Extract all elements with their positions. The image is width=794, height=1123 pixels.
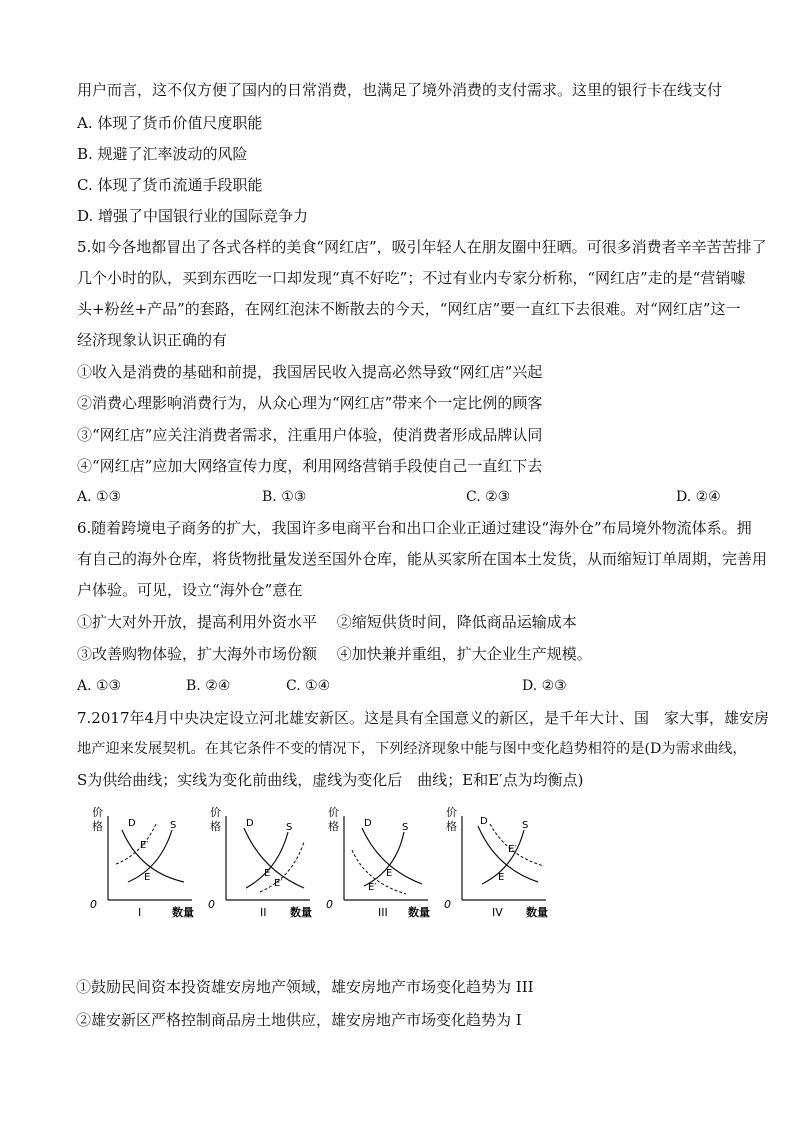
axis-x-label: 数量 xyxy=(290,906,312,919)
q5-stem: 几个小时的队，买到东西吃一口却发现“真不好吃”；不过有业内专家分析称，“网红店”走的是“营销噱 xyxy=(77,269,746,287)
axis-x-label: 数量 xyxy=(408,906,430,919)
graph-number: III xyxy=(378,906,388,919)
q6-stem: 有自己的海外仓库，将货物批量发送至国外仓库，能从买家所在国本土发货，从而缩短订单周期，完善用 xyxy=(77,550,768,568)
shifted-curve xyxy=(490,824,544,866)
axis-y-label-top: 价 xyxy=(92,806,103,819)
axis-y-label-bottom: 格 xyxy=(92,820,103,833)
axis-y-label-top: 价 xyxy=(328,806,339,819)
q7-stem: 地产迎来发展契机。在其它条件不变的情况下，下列经济现象中能与图中变化趋势相符的是(D为需求曲线， xyxy=(77,741,747,757)
q6-choice-a: A. ①③ xyxy=(77,678,122,694)
origin-label: 0 xyxy=(208,898,215,911)
demand-label: D xyxy=(128,818,136,829)
supply-label: S xyxy=(286,822,293,833)
axis-y-label-bottom: 格 xyxy=(210,820,221,833)
axis-y-label-top: 价 xyxy=(210,806,221,819)
demand-label: D xyxy=(480,816,488,827)
supply-demand-graph-i xyxy=(88,802,218,922)
q6-statements-3-4: ③改善购物体验，扩大海外市场份额 ④加快兼并重组，扩大企业生产规模。 xyxy=(77,645,592,663)
q6-stem: 6.随着跨境电子商务的扩大，我国许多电商平台和出口企业正通过建设“海外仓”布局境外物流体系。拥 xyxy=(77,519,752,537)
axis-x-label: 数量 xyxy=(526,906,548,919)
q4-option-d: D. 增强了中国银行业的国际竞争力 xyxy=(77,207,309,225)
q4-option-b: B. 规避了汇率波动的风险 xyxy=(77,145,248,163)
graph-number: I xyxy=(138,906,142,919)
q5-choice-a: A. ①③ xyxy=(77,489,122,505)
q6-choice-d: D. ②③ xyxy=(522,678,567,694)
demand-label: D xyxy=(364,818,372,829)
equilibrium-prime-label: E′ xyxy=(140,840,149,851)
equilibrium-prime-label: E′ xyxy=(368,882,377,893)
q5-statement-3: ③“网红店”应关注消费者需求，注重用户体验，使消费者形成品牌认同 xyxy=(77,426,543,444)
q5-statement-1: ①收入是消费的基础和前提，我国居民收入提高必然导致“网红店”兴起 xyxy=(77,363,543,381)
q5-statement-2: ②消费心理影响消费行为，从众心理为“网红店”带来个一定比例的顾客 xyxy=(77,394,543,412)
q4-option-a: A. 体现了货币价值尺度职能 xyxy=(77,114,263,132)
q5-stem: 头+粉丝+产品”的套路，在网红泡沫不断散去的今天，“网红店”要一直红下去很难。对“网红店”这一 xyxy=(77,300,741,318)
q5-choice-c: C. ②③ xyxy=(466,489,511,505)
q5-choice-d: D. ②④ xyxy=(676,489,721,505)
supply-demand-graph-iv xyxy=(442,802,572,922)
q6-choice-b: B. ②④ xyxy=(186,678,231,694)
q5-choice-b: B. ①③ xyxy=(262,489,307,505)
graph-ii xyxy=(206,802,336,922)
q7-stem: 7.2017年4月中央决定设立河北雄安新区。这是具有全国意义的新区，是千年大计、国 家大事，雄安房 xyxy=(77,709,770,727)
graph-number: II xyxy=(260,906,267,919)
q7-statement-1: ①鼓励民间资本投资雄安房地产领域，雄安房地产市场变化趋势为 III xyxy=(76,978,534,996)
supply-label: S xyxy=(170,820,177,831)
graph-iv xyxy=(442,802,572,922)
q4-option-c: C. 体现了货币流通手段职能 xyxy=(77,176,263,194)
q5-stem: 经济现象认识正确的有 xyxy=(77,331,228,349)
supply-label: S xyxy=(522,820,529,831)
q7-stem: S为供给曲线；实线为变化前曲线，虚线为变化后 曲线；E和E′点为均衡点) xyxy=(77,771,584,789)
supply-demand-graph-iii xyxy=(324,802,454,922)
supply-label: S xyxy=(402,822,409,833)
axis-x-label: 数量 xyxy=(172,906,194,919)
equilibrium-prime-label: E′ xyxy=(274,878,283,889)
axis-y-label-bottom: 格 xyxy=(328,820,339,833)
graph-iii xyxy=(324,802,454,922)
graph-i xyxy=(88,802,218,922)
graph-number: IV xyxy=(492,906,503,919)
demand-label: D xyxy=(246,818,254,829)
axis-y-label-top: 价 xyxy=(446,806,457,819)
equilibrium-label: E xyxy=(264,868,271,879)
q6-stem: 户体验。可见，设立“海外仓”意在 xyxy=(77,581,303,599)
q6-choice-c: C. ①④ xyxy=(286,678,331,694)
supply-curve xyxy=(364,832,404,886)
equilibrium-label: E xyxy=(144,872,151,883)
q6-statements-1-2: ①扩大对外开放，提高利用外资水平 ②缩短供货时间，降低商品运输成本 xyxy=(77,613,577,631)
origin-label: 0 xyxy=(90,898,97,911)
text-line: 用户而言，这不仅方便了国内的日常消费，也满足了境外消费的支付需求。这里的银行卡在线支付 xyxy=(77,81,723,99)
q5-stem: 5.如今各地都冒出了各式各样的美食“网红店”，吸引年轻人在朋友圈中狂晒。可很多消费者辛辛苦苦排了 xyxy=(77,238,767,256)
origin-label: 0 xyxy=(326,898,333,911)
supply-demand-graph-ii xyxy=(206,802,336,922)
equilibrium-prime-label: E′ xyxy=(508,844,517,855)
equilibrium-label: E xyxy=(498,872,505,883)
origin-label: 0 xyxy=(444,898,451,911)
equilibrium-label: E xyxy=(386,868,393,879)
q5-statement-4: ④“网红店”应加大网络宣传力度，利用网络营销手段使自己一直红下去 xyxy=(77,457,543,475)
axis-y-label-bottom: 格 xyxy=(446,820,457,833)
q7-statement-2: ②雄安新区严格控制商品房土地供应，雄安房地产市场变化趋势为 I xyxy=(76,1011,522,1029)
